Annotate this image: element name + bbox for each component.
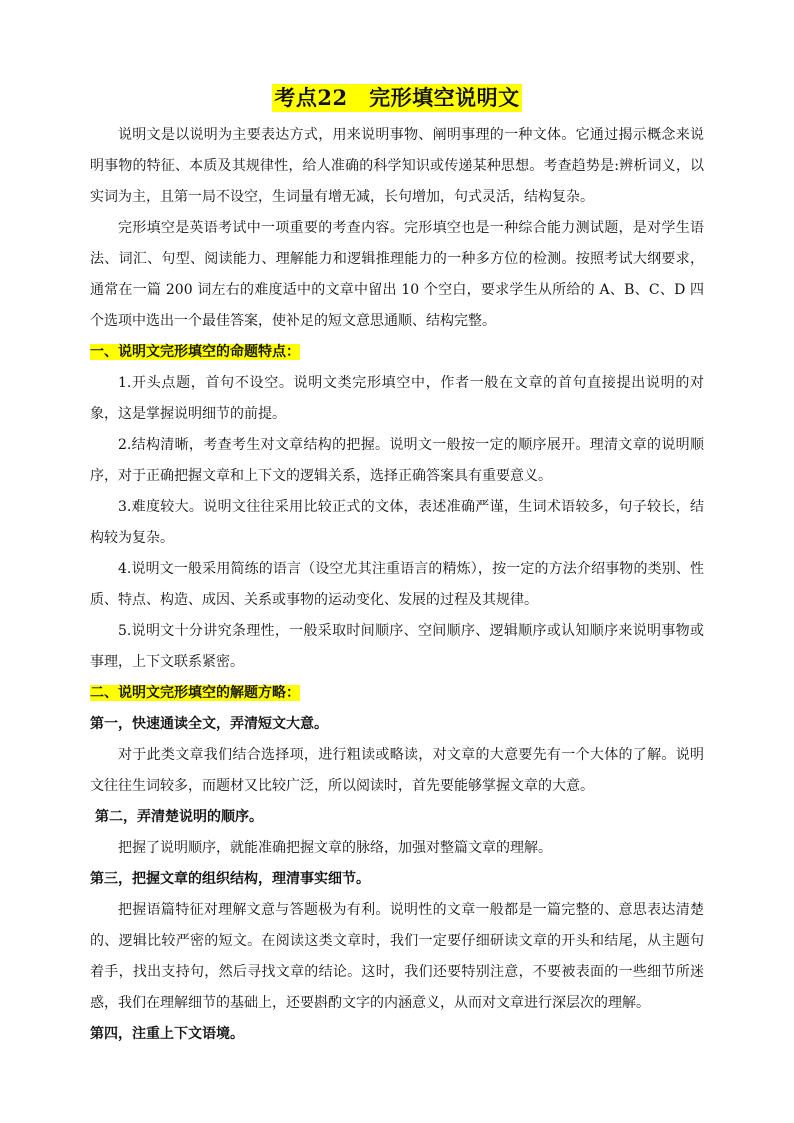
section-2-heading-text: 二、说明文完形填空的解题方略： <box>90 685 300 701</box>
step-3-title: 第三，把握文章的组织结构，理清事实细节。 <box>90 871 370 887</box>
section-1-point-3: 3.难度较大。说明文往往采用比较正式的文体，表述准确严谨，生词术语较多，句子较长，结构较为复杂。 <box>90 499 704 546</box>
step-1-title: 第一，快速通读全文，弄清短文大意。 <box>90 716 328 732</box>
document-body <box>90 120 704 1050</box>
page-title: 考点22 完形填空说明文 <box>274 85 520 110</box>
step-2-text: 把握了说明顺序，就能准确把握文章的脉络，加强对整篇文章的理解。 <box>118 840 552 856</box>
step-2-title: 第二，弄清楚说明的顺序。 <box>95 809 263 825</box>
section-1-heading-text: 一、说明文完形填空的命题特点： <box>90 344 300 360</box>
section-1-point-4: 4.说明文一般采用简练的语言（设空尤其注重语言的精炼），按一定的方法介绍事物的类别、性质、特点、构造、成因、关系或事物的运动变化、发展的过程及其规律。 <box>90 561 704 608</box>
step-4-title: 第四，注重上下文语境。 <box>90 1026 244 1042</box>
intro-paragraph-2: 完形填空是英语考试中一项重要的考查内容。完形填空也是一种综合能力测试题，是对学生语法、词汇、句型、阅读能力、理解能力和逻辑推理能力的一种多方位的检测。按照考试大纲要求，通常在一篇 200 词左右的难度适中的文章中留出 10 个空白，要求学生从所给的 A、B、C、D 四个选项中选出一个最佳答案，使补足的短文意思通顺、结构完整。 <box>90 220 704 329</box>
step-3-text: 把握语篇特征对理解文意与答题极为有利。说明性的文章一般都是一篇完整的、意思表达清楚的、逻辑比较严密的短文。在阅读这类文章时，我们一定要仔细研读文章的开头和结尾，从主题句着手，找出支持句，然后寻找文章的结论。这时，我们还要特别注意，不要被表面的一些细节所迷惑，我们在理解细节的基础上，还要斟酌文字的内涵意义，从而对文章进行深层次的理解。 <box>90 902 704 1011</box>
section-2-heading <box>90 678 704 709</box>
section-1-point-5: 5.说明文十分讲究条理性，一般采取时间顺序、空间顺序、逻辑顺序或认知顺序来说明事物或事理，上下文联系紧密。 <box>90 623 704 670</box>
section-1-point-2: 2.结构清晰，考查考生对文章结构的把握。说明文一般按一定的顺序展开。理清文章的说明顺序，对于正确把握文章和上下文的逻辑关系，选择正确答案具有重要意义。 <box>90 437 704 484</box>
section-1-point-1: 1.开头点题，首句不设空。说明文类完形填空中，作者一般在文章的首句直接提出说明的对象，这是掌握说明细节的前提。 <box>90 375 704 422</box>
intro-paragraph-1: 说明文是以说明为主要表达方式，用来说明事物、阐明事理的一种文体。它通过揭示概念来说明事物的特征、本质及其规律性，给人准确的科学知识或传递某种思想。考查趋势是:辨析词义，以实词为主，且第一局不设空，生词量有增无减，长句增加，句式灵活，结构复杂。 <box>90 127 704 205</box>
section-1-heading <box>90 337 704 368</box>
step-1-text: 对于此类文章我们结合选择项，进行粗读或略读，对文章的大意要先有一个大体的了解。说明文往往生词较多，而题材又比较广泛，所以阅读时，首先要能够掌握文章的大意。 <box>90 747 704 794</box>
title-container <box>0 84 794 112</box>
